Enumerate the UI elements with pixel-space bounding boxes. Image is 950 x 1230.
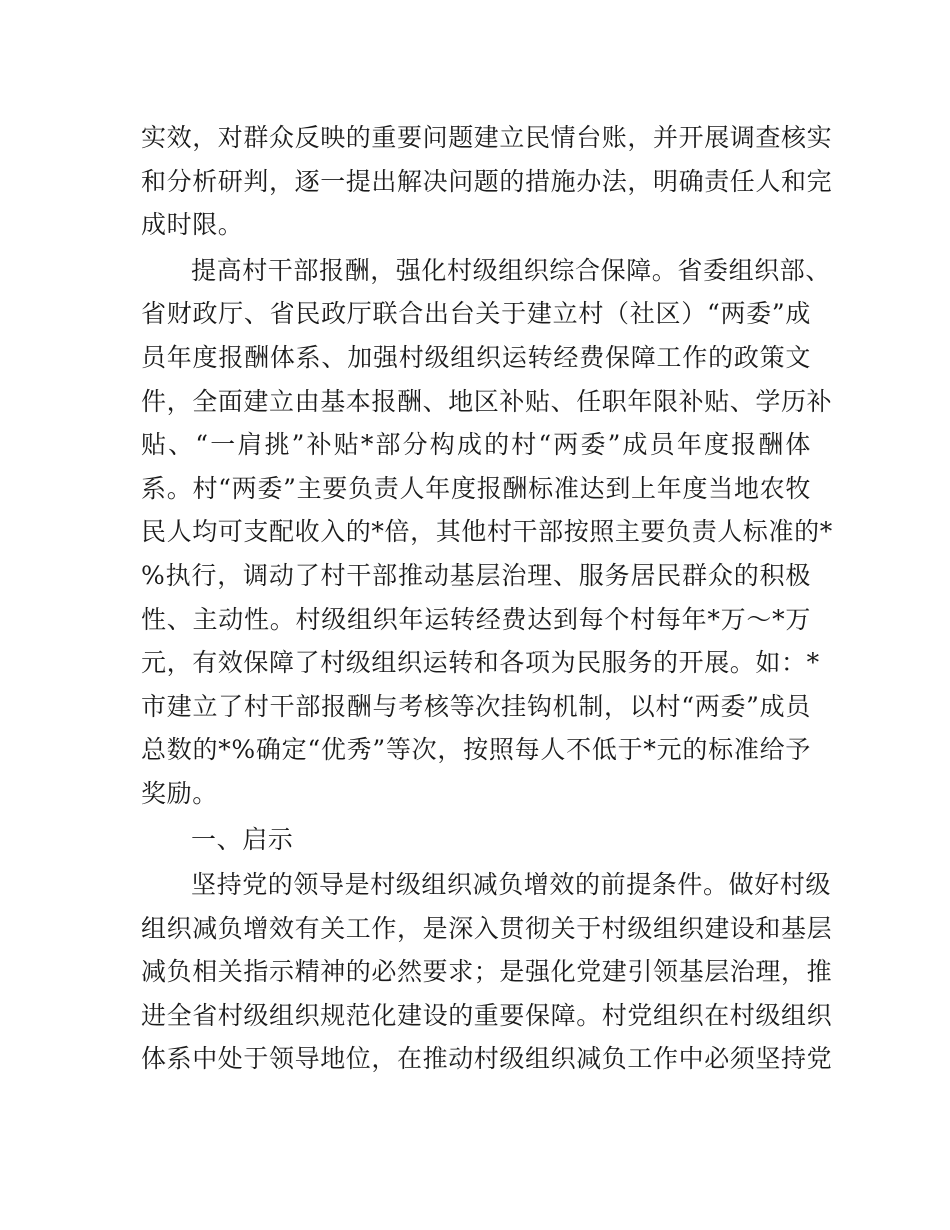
- text-line: 和分析研判，逐一提出解决问题的措施办法，明确责任人和完: [141, 166, 833, 196]
- text-line: 总数的*%确定“优秀”等次，按照每人不低于*元的标准给予: [141, 735, 811, 765]
- heading-text: 一、启示: [191, 824, 294, 854]
- text-line: 民人均可支配收入的*倍，其他村干部按照主要负责人标准的*: [141, 517, 833, 547]
- paragraph-2: [141, 249, 833, 816]
- text-line: 性、主动性。村级组织年运转经费达到每个村每年*万～*万: [141, 604, 811, 634]
- text-line: 成时限。: [141, 210, 244, 240]
- text-line: 系。村“两委”主要负责人年度报酬标准达到上年度当地农牧: [141, 473, 811, 503]
- text-line: 元，有效保障了村级组织运转和各项为民服务的开展。如：*: [141, 648, 820, 678]
- text-line: 组织减负增效有关工作，是深入贯彻关于村级组织建设和基层: [141, 913, 833, 943]
- paragraph-1: [141, 116, 833, 247]
- text-line: 提高村干部报酬，强化村级组织综合保障。省委组织部、: [191, 255, 832, 285]
- text-line: 奖励。: [141, 778, 218, 808]
- text-line: 省财政厅、省民政厅联合出台关于建立村（社区）“两委”成: [141, 299, 811, 329]
- paragraph-3: [141, 863, 833, 1081]
- text-line: 体系中处于领导地位，在推动村级组织减负工作中必须坚持党: [141, 1044, 833, 1074]
- document-body: [141, 116, 833, 1081]
- text-line: 减负相关指示精神的必然要求；是强化党建引领基层治理，推: [141, 957, 833, 987]
- text-line: 贴、“一肩挑”补贴*部分构成的村“两委”成员年度报酬体: [141, 430, 811, 460]
- text-line: 市建立了村干部报酬与考核等次挂钩机制，以村“两委”成员: [141, 691, 811, 721]
- text-line: 实效，对群众反映的重要问题建立民情台账，并开展调查核实: [141, 123, 833, 152]
- text-line: 件，全面建立由基本报酬、地区补贴、任职年限补贴、学历补: [141, 386, 833, 416]
- text-line: 坚持党的领导是村级组织减负增效的前提条件。做好村级: [191, 870, 832, 900]
- text-line: %执行，调动了村干部推动基层治理、服务居民群众的积极: [141, 560, 811, 590]
- text-line: 员年度报酬体系、加强村级组织运转经费保障工作的政策文: [141, 342, 811, 372]
- section-heading: [141, 818, 811, 862]
- text-line: 进全省村级组织规范化建设的重要保障。村党组织在村级组织: [141, 1000, 833, 1030]
